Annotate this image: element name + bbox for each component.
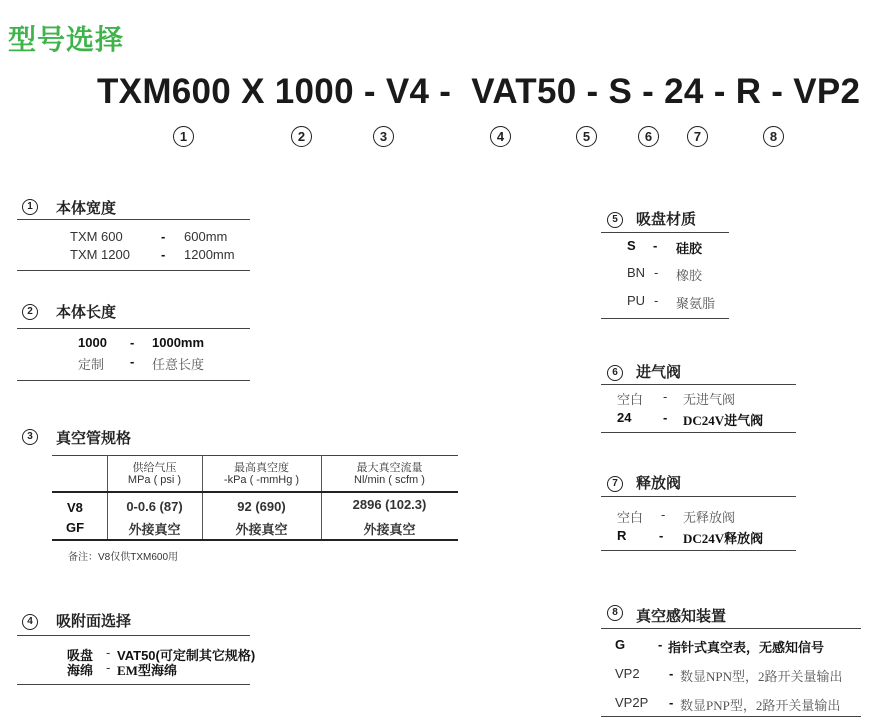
section-6-number: 6 [607,365,623,381]
s7-row-2-code: R [617,528,627,543]
divider [17,635,250,636]
marker-2: 2 [291,126,312,147]
marker-8: 8 [763,126,784,147]
s6-row-1-code: 空白 [617,392,644,407]
marker-3: 3 [373,126,394,147]
page-title: 型号选择 [8,24,125,55]
s5-row-2-dash: - [654,265,659,280]
table-header-3-cn: 最大真空流量 [356,462,423,474]
s1-row-1-desc: 600mm [184,229,228,244]
table-header-2-unit: -kPa ( -mmHg ) [223,474,300,486]
table-top-border [52,455,458,456]
s8-row-3-desc: 数显PNP型，2路开关量输出 [680,698,841,713]
s8-row-3-dash: - [669,695,674,710]
s6-row-2-code: 24 [617,410,632,425]
divider [17,328,250,329]
s4-row-1-desc: VAT50(可定制其它规格) [117,648,256,663]
section-3-heading: 真空管规格 [56,430,132,447]
table-bottom-border [52,539,458,541]
marker-1: 1 [173,126,194,147]
s7-row-2-dash: - [659,528,664,543]
s2-row-2-code: 定制 [78,357,105,372]
s4-row-1-dash: - [106,645,111,660]
table-header-2-cn: 最高真空度 [234,462,289,474]
divider [601,232,729,233]
s5-row-3-desc: 聚氨脂 [676,296,716,311]
table-row-1-flow: 2896 (102.3) [352,497,427,512]
s1-row-1-code: TXM 600 [70,229,123,244]
section-4-number: 4 [22,614,38,630]
s5-row-1-dash: - [653,238,658,253]
divider [601,496,796,497]
s4-row-2-desc: EM型海绵 [117,663,177,678]
s1-row-2-desc: 1200mm [184,247,235,262]
s8-row-1-code: G [615,637,626,652]
s6-row-2-desc: DC24V进气阀 [683,413,764,428]
s2-row-2-desc: 任意长度 [152,357,205,372]
divider [601,716,861,717]
s7-row-1-dash: - [661,507,666,522]
s6-row-2-dash: - [663,410,668,425]
table-row-2-flow: 外接真空 [363,522,416,537]
divider [601,628,861,629]
s8-row-1-dash: - [658,637,663,652]
model-code: TXM600 X 1000 - V4 - VAT50 - S - 24 - R - VP2 [97,72,861,111]
divider [601,384,796,385]
s2-row-1-code: 1000 [78,335,107,350]
marker-7: 7 [687,126,708,147]
section-2-heading: 本体长度 [56,304,117,321]
section-5-heading: 吸盘材质 [636,211,697,228]
section-8-number: 8 [607,605,623,621]
s8-row-2-code: VP2 [615,666,640,681]
table-header-1-cn: 供给气压 [132,462,177,474]
table-header-3-unit: Nl/min ( scfm ) [354,474,425,486]
s4-row-2-dash: - [106,660,111,675]
table-row-2-vacuum: 外接真空 [235,522,288,537]
divider [17,219,250,220]
section-1-number: 1 [22,199,38,215]
s5-row-1-code: S [627,238,636,253]
s8-row-3-code: VP2P [615,695,649,710]
s2-row-1-dash: - [130,335,135,350]
s7-row-1-code: 空白 [617,510,644,525]
section-4-heading: 吸附面选择 [56,613,132,630]
section-8-heading: 真空感知装置 [636,608,727,625]
s1-row-1-dash: - [161,229,166,244]
divider [17,270,250,271]
s2-row-1-desc: 1000mm [152,335,205,350]
s7-row-1-desc: 无释放阀 [683,510,736,525]
section-6-heading: 进气阀 [636,364,682,381]
table-header-border [52,491,458,493]
divider [601,318,729,319]
table-row-1-pressure: 0-0.6 (87) [126,499,183,514]
s5-row-3-dash: - [654,293,659,308]
table-header-1-unit: MPa ( psi ) [127,474,182,486]
s8-row-2-desc: 数显NPN型，2路开关量输出 [680,669,843,684]
section-7-number: 7 [607,476,623,492]
divider [601,432,796,433]
s6-row-1-desc: 无进气阀 [683,392,736,407]
marker-6: 6 [638,126,659,147]
section-7-heading: 释放阀 [636,475,682,492]
table-row-2-pressure: 外接真空 [128,522,181,537]
s1-row-2-code: TXM 1200 [70,247,130,262]
table-note: 备注：V8仅供TXM600用 [68,552,179,563]
table-row-1-vacuum: 92 (690) [237,499,286,514]
s5-row-2-desc: 橡胶 [676,268,703,283]
table-row-1-code: V8 [67,500,83,515]
s4-row-1-code: 吸盘 [67,648,94,663]
s4-row-2-code: 海绵 [67,663,94,678]
s8-row-1-desc: 指针式真空表，无感知信号 [668,640,825,655]
s5-row-3-code: PU [627,293,646,308]
s5-row-2-code: BN [627,265,646,280]
s8-row-2-dash: - [669,666,674,681]
marker-5: 5 [576,126,597,147]
s5-row-1-desc: 硅胶 [676,241,703,256]
s1-row-2-dash: - [161,247,166,262]
section-2-number: 2 [22,304,38,320]
table-row-2-code: GF [66,520,85,535]
s2-row-2-dash: - [130,354,135,369]
s6-row-1-dash: - [663,389,668,404]
section-5-number: 5 [607,212,623,228]
section-3-number: 3 [22,429,38,445]
divider [17,684,250,685]
s7-row-2-desc: DC24V释放阀 [683,531,764,546]
divider [601,550,796,551]
section-1-heading: 本体宽度 [56,200,117,217]
marker-4: 4 [490,126,511,147]
divider [17,380,250,381]
